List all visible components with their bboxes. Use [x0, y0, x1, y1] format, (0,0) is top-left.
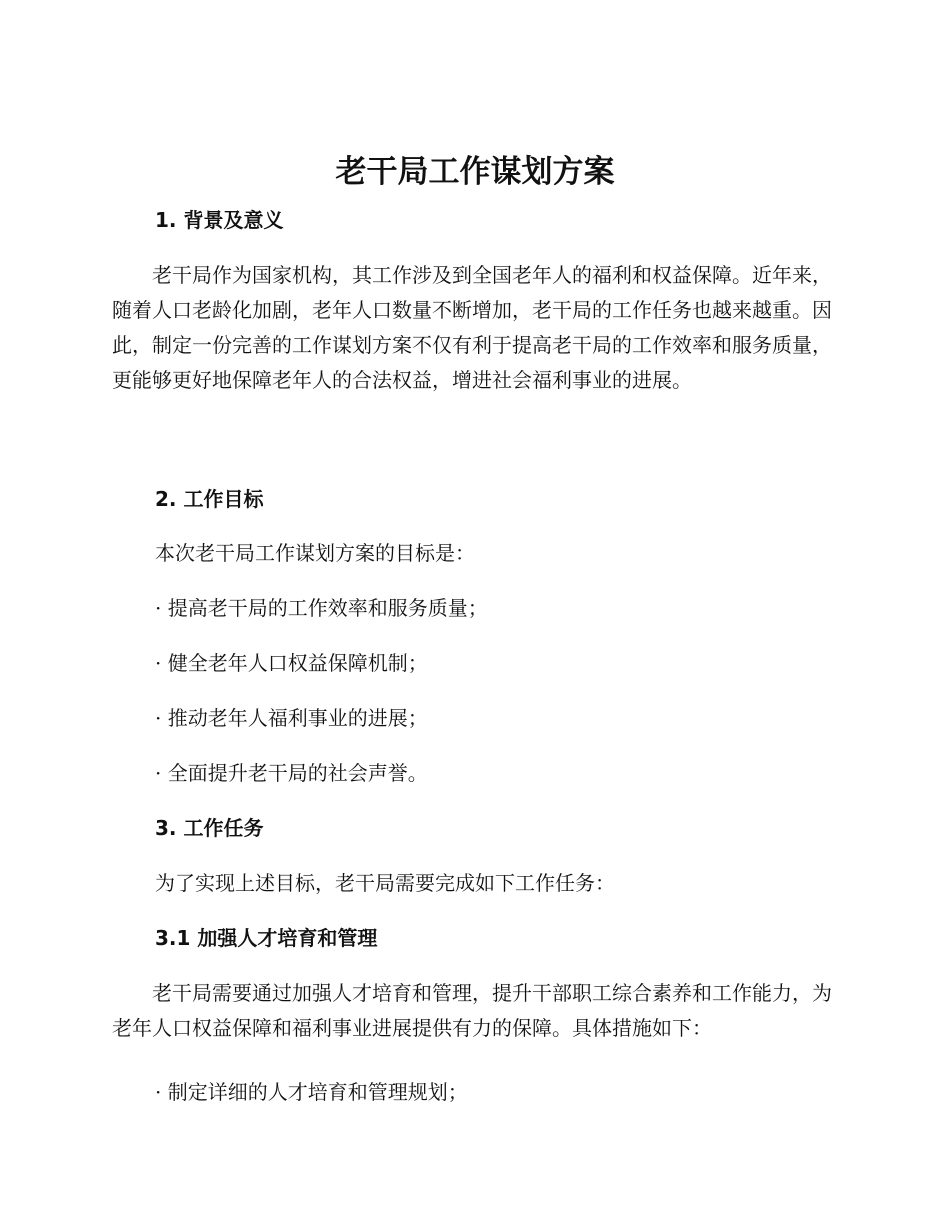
- tasks-intro: 为了实现上述目标，老干局需要完成如下工作任务：: [155, 871, 615, 895]
- background-paragraph: 老干局作为国家机构，其工作涉及到全国老年人的福利和权益保障。近年来，随着人口老龄化加剧，老年人口数量不断增加，老干局的工作任务也越来越重。因此，制定一份完善的工作谋划方案不仅有利于提高老干局的工作效率和服务质量，更能够更好地保障老年人的合法权益，增进社会福利事业的进展。: [112, 263, 832, 392]
- talent-bullet-1: · 制定详细的人才培育和管理规划；: [155, 1080, 468, 1104]
- goals-intro: 本次老干局工作谋划方案的目标是：: [155, 541, 475, 565]
- goal-bullet-1: · 提高老干局的工作效率和服务质量；: [155, 596, 488, 620]
- talent-paragraph: 老干局需要通过加强人才培育和管理，提升干部职工综合素养和工作能力，为老年人口权益保障和福利事业进展提供有力的保障。具体措施如下：: [112, 981, 832, 1040]
- goal-bullet-4: · 全面提升老干局的社会声誉。: [155, 761, 428, 785]
- subsection-heading-talent: 3.1 加强人才培育和管理: [155, 926, 378, 950]
- goal-bullet-3: · 推动老年人福利事业的进展；: [155, 706, 428, 730]
- document-title: 老干局工作谋划方案: [335, 154, 615, 190]
- goal-bullet-2: · 健全老年人口权益保障机制；: [155, 651, 428, 675]
- section-heading-tasks: 3. 工作任务: [155, 816, 264, 840]
- section-heading-background: 1. 背景及意义: [155, 208, 284, 232]
- section-heading-goals: 2. 工作目标: [155, 487, 264, 511]
